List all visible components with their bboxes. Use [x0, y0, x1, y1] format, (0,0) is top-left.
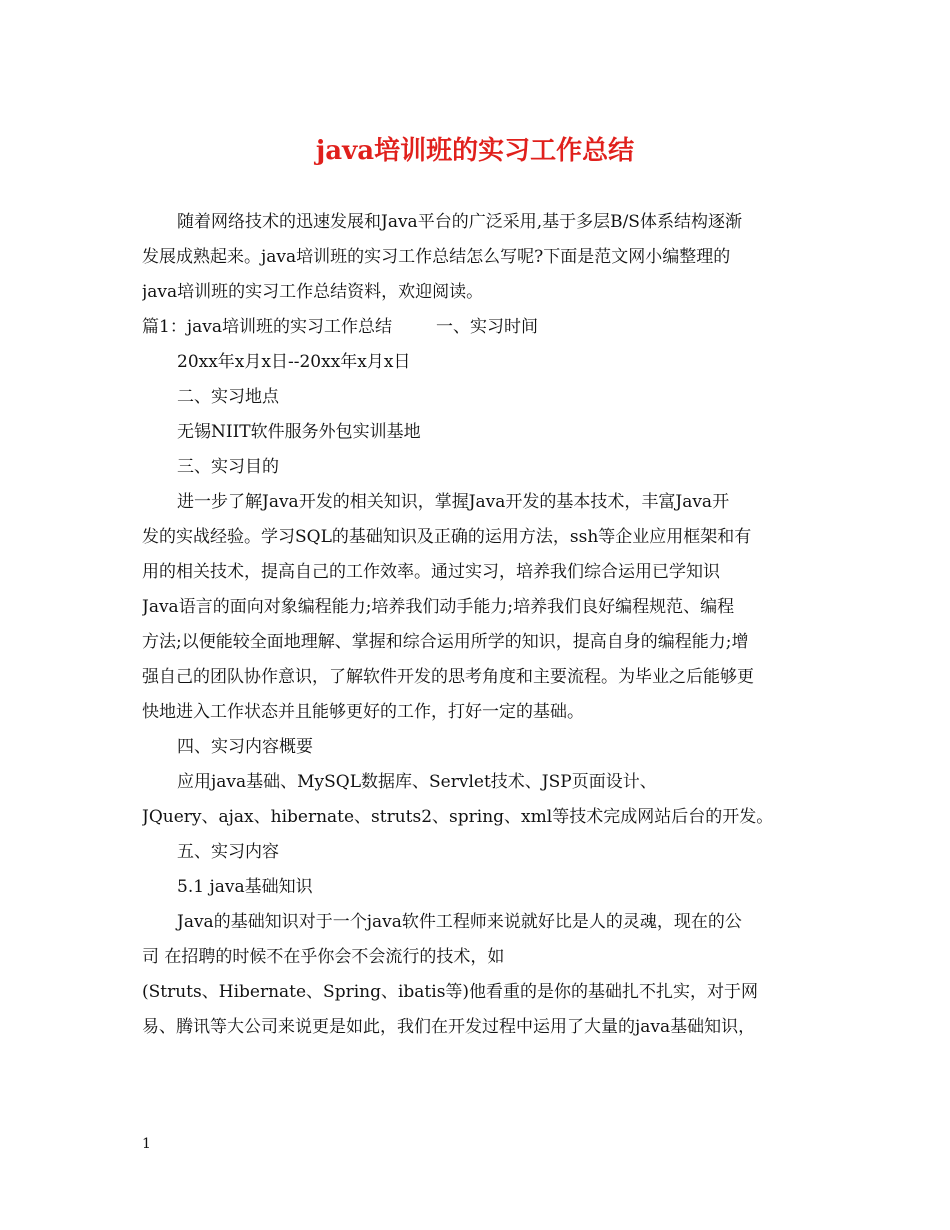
document-body: [142, 205, 814, 1045]
paragraph-line: 司 在招聘的时候不在乎你会不会流行的技术，如: [142, 947, 505, 967]
paragraph-line: 方法;以便能较全面地理解、掌握和综合运用所学的知识，提高自身的编程能力;增: [142, 632, 749, 652]
paragraph-line: java培训班的实习工作总结资料，欢迎阅读。: [142, 282, 484, 302]
paragraph-line: (Struts、Hibernate、Spring、ibatis等)他看重的是你的基础扎不扎实，对于网: [142, 982, 759, 1002]
paragraph-line: 发展成熟起来。java培训班的实习工作总结怎么写呢?下面是范文网小编整理的: [142, 247, 731, 267]
section-heading: 三、实习目的: [177, 457, 279, 477]
paragraph-line: JQuery、ajax、hibernate、struts2、spring、xml等技术完成网站后台的开发。: [142, 807, 774, 827]
section-heading-line: [142, 310, 814, 345]
paragraph-line: 应用java基础、MySQL数据库、Servlet技术、JSP页面设计、: [177, 772, 657, 792]
paragraph-line: 发的实战经验。学习SQL的基础知识及正确的运用方法，ssh等企业应用框架和有: [142, 527, 752, 547]
section-heading: 五、实习内容: [177, 842, 279, 862]
paragraph-line: Java的基础知识对于一个java软件工程师来说就好比是人的灵魂，现在的公: [177, 912, 742, 932]
paragraph-line: 无锡NIIT软件服务外包实训基地: [177, 422, 421, 442]
chapter-heading: 篇1：java培训班的实习工作总结: [142, 317, 392, 337]
paragraph-line: 用的相关技术，提高自己的工作效率。通过实习，培养我们综合运用已学知识: [142, 562, 720, 582]
subsection-heading: 5.1 java基础知识: [177, 877, 313, 897]
page-number: 1: [142, 1136, 151, 1152]
paragraph-line: Java语言的面向对象编程能力;培养我们动手能力;培养我们良好编程规范、编程: [142, 597, 735, 617]
paragraph-line: 20xx年x月x日--20xx年x月x日: [177, 352, 411, 372]
paragraph-line: 随着网络技术的迅速发展和Java平台的广泛采用,基于多层B/S体系结构逐渐: [177, 212, 742, 232]
paragraph-line: 强自己的团队协作意识，了解软件开发的思考角度和主要流程。为毕业之后能够更: [142, 667, 754, 687]
section-heading: 二、实习地点: [177, 387, 279, 407]
paragraph-line: 进一步了解Java开发的相关知识，掌握Java开发的基本技术，丰富Java开: [177, 492, 730, 512]
document-title: java培训班的实习工作总结: [315, 136, 635, 166]
paragraph-line: 快地进入工作状态并且能够更好的工作，打好一定的基础。: [142, 702, 584, 722]
section-heading: 一、实习时间: [435, 317, 538, 337]
section-heading: 四、实习内容概要: [177, 737, 313, 757]
paragraph-line: 易、腾讯等大公司来说更是如此，我们在开发过程中运用了大量的java基础知识，: [142, 1017, 756, 1037]
